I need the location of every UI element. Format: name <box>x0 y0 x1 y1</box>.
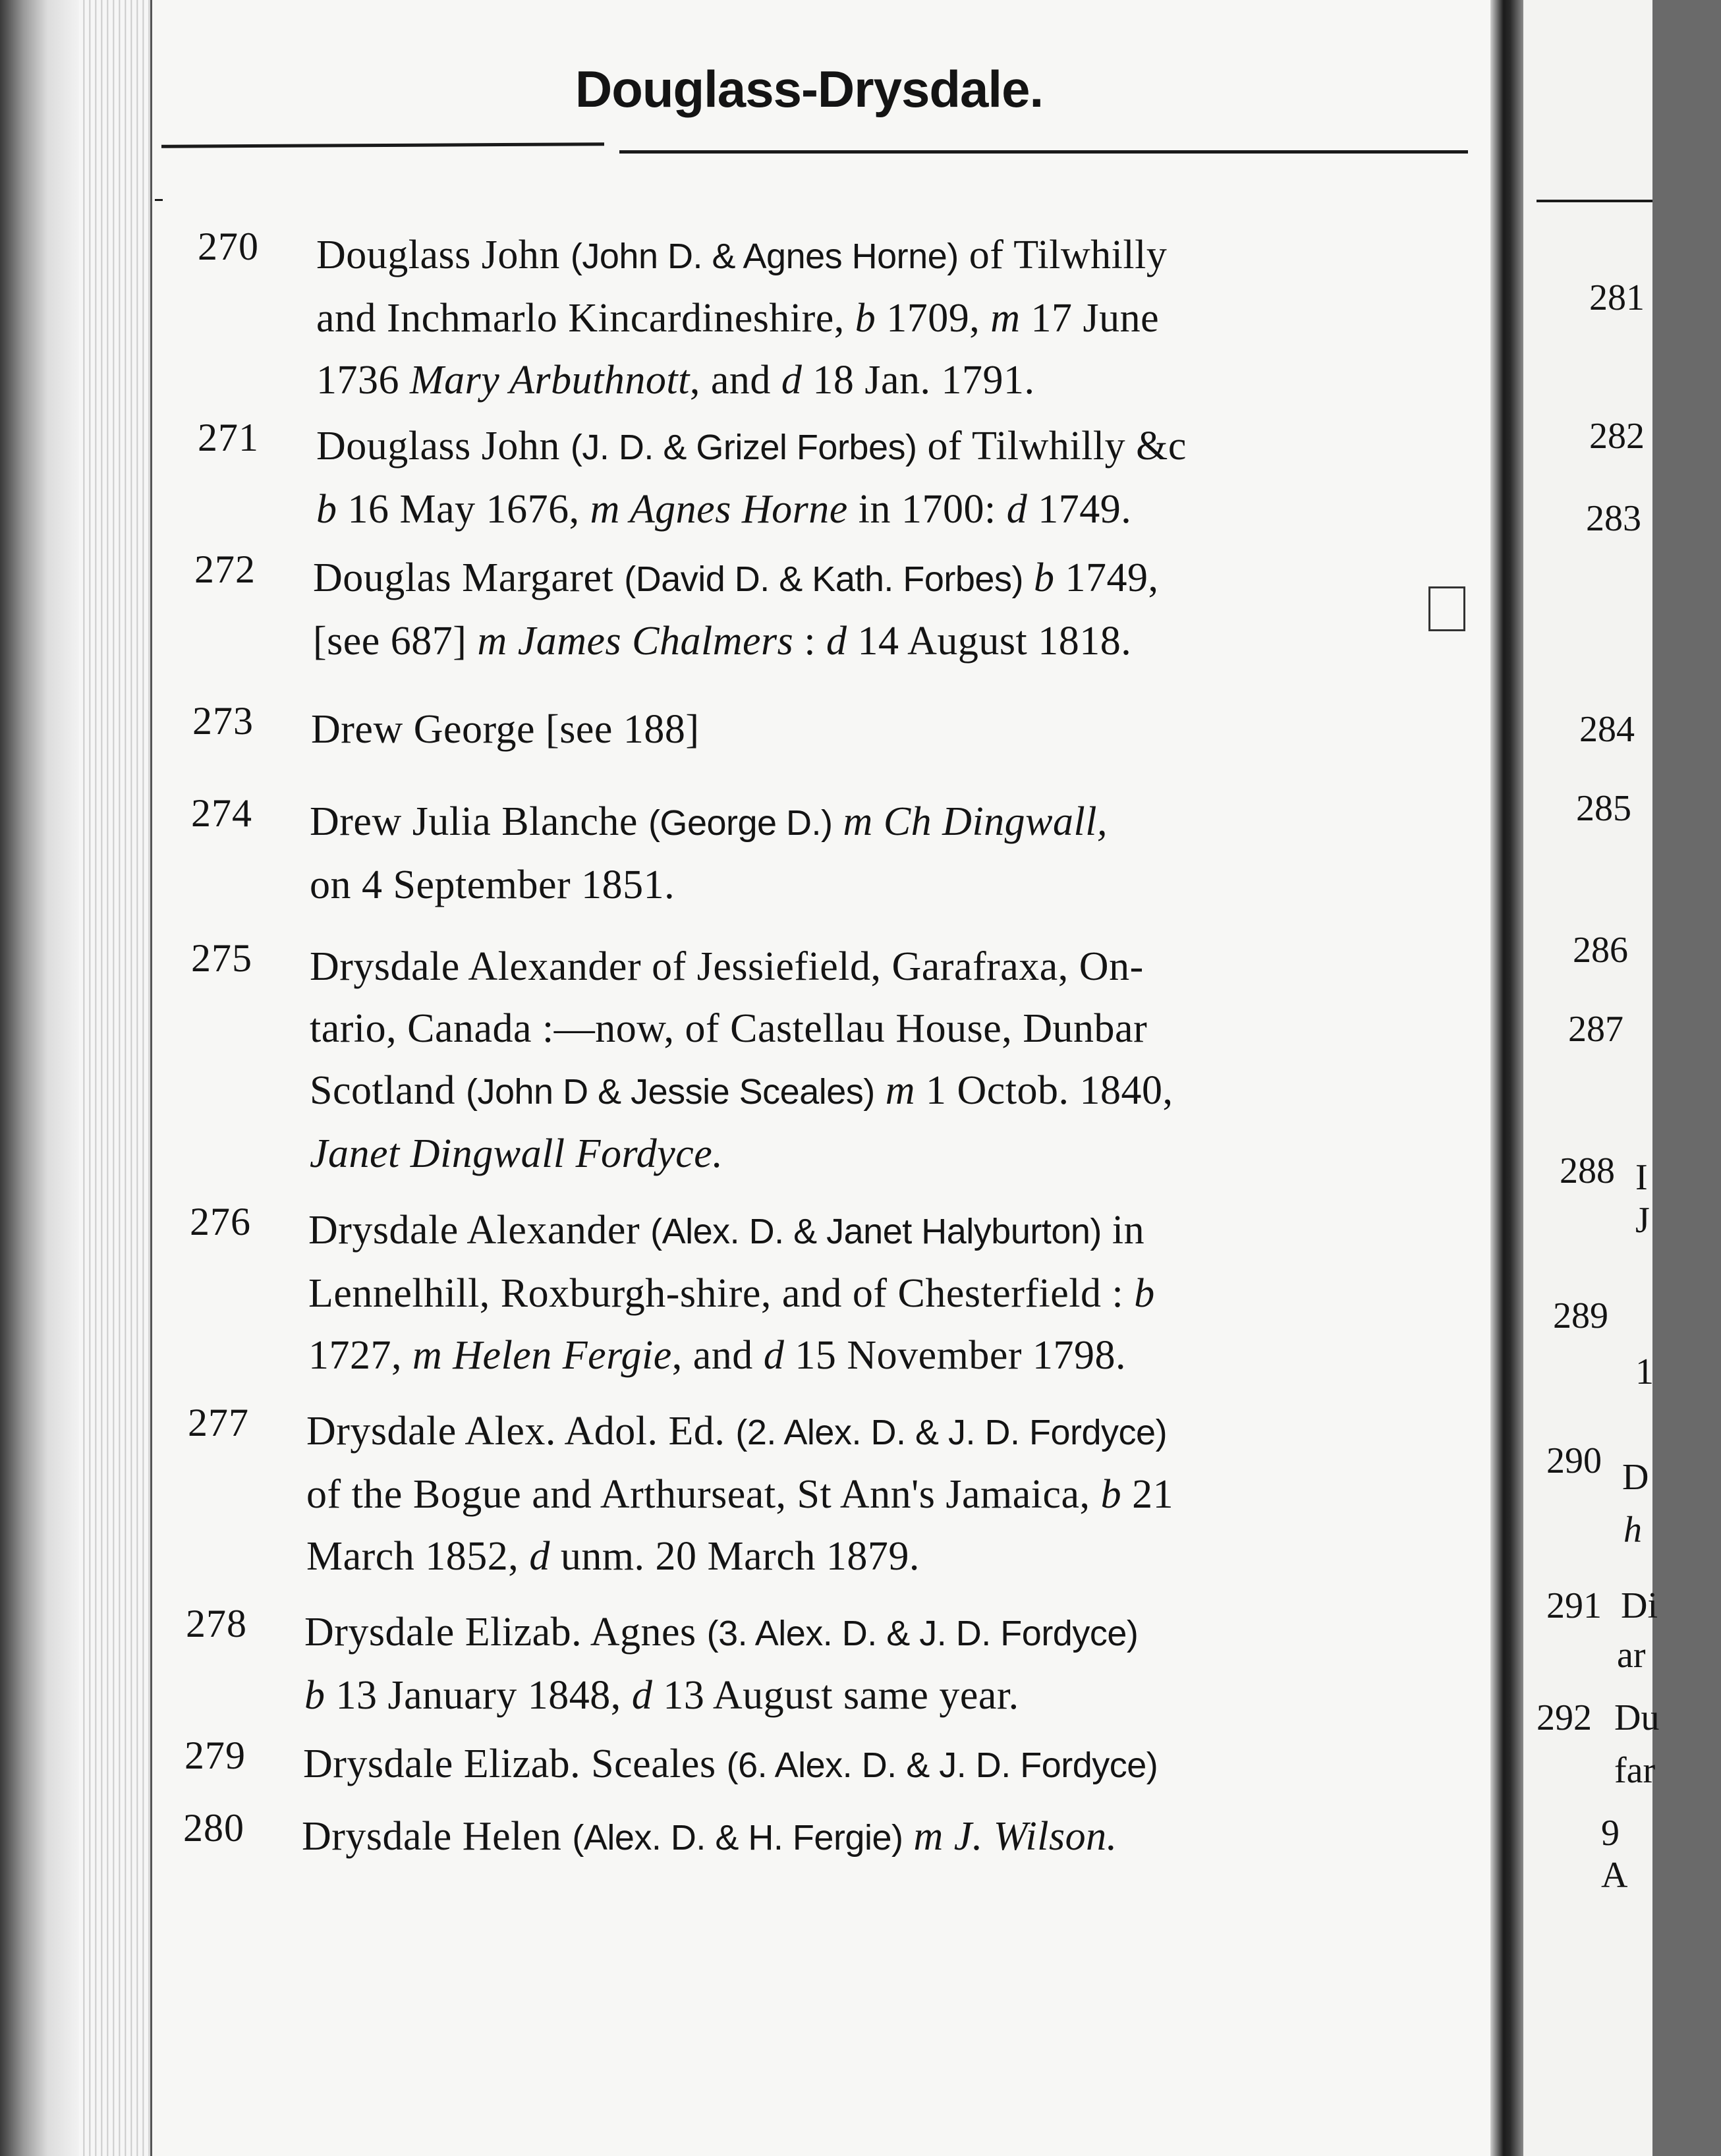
next-page-fragment-text: I <box>1635 1157 1648 1198</box>
next-page-rule <box>1537 200 1652 202</box>
next-page-number: 285 <box>1576 788 1631 829</box>
entry-277 <box>188 1400 1440 1587</box>
page-header: Douglass-Drysdale. <box>575 60 1044 118</box>
entry-text: Drysdale Elizab. Sceales (6. Alex. D. & J. D. Fordyce) <box>303 1742 1158 1786</box>
entry-279 <box>184 1733 1436 1796</box>
entry-text: Drysdale Alexander (Alex. D. & Janet Halyburton) in Lennelhill, Roxburgh-shire, and of Chesterfield : b 1727, m Helen Fergie, and d 15 November 1798. <box>308 1208 1155 1378</box>
entry-text: Douglass John (John D. & Agnes Horne) of Tilwhilly and Inchmarlo Kincardineshire, b 1709, m 17 June 1736 Mary Arbuthnott, and d 18 Jan. 1791. <box>316 233 1168 403</box>
next-page-number: 281 <box>1589 277 1645 318</box>
header-rule-right <box>619 150 1468 154</box>
entry-275 <box>191 936 1443 1185</box>
entry-number: 273 <box>192 699 254 743</box>
entry-text: Douglass John (J. D. & Grizel Forbes) of Tilwhilly &c b 16 May 1676, m Agnes Horne in 1700: d 1749. <box>316 424 1187 532</box>
next-page-fragment-text: 9 A <box>1601 1813 1628 1896</box>
entry-number: 279 <box>184 1734 246 1777</box>
book-gutter <box>1490 0 1523 2156</box>
next-page-number: 289 <box>1553 1295 1608 1336</box>
next-page-fragment-text: ar <box>1617 1635 1646 1676</box>
entry-number: 280 <box>183 1806 244 1850</box>
next-page-number: 282 <box>1589 416 1645 457</box>
next-page-fragment-text: 1 <box>1635 1351 1654 1392</box>
entry-text: Drysdale Alexander of Jessiefield, Garafraxa, On- tario, Canada :—now, of Castellau House, Dunbar Scotland (John D & Jessie Sceales) m 1 Octob. 1840, Janet Dingwall Fordyce. <box>310 944 1173 1176</box>
next-page-fragment-text: J <box>1635 1200 1650 1241</box>
next-page-number: 284 <box>1579 709 1635 750</box>
entry-text: Drysdale Helen (Alex. D. & H. Fergie) m J. Wilson. <box>302 1814 1117 1859</box>
next-page-number: 291 <box>1546 1585 1602 1626</box>
entry-number: 277 <box>188 1401 249 1444</box>
entry-273 <box>192 698 1444 760</box>
next-page-fragment-text: Di <box>1621 1585 1658 1626</box>
next-page-fragment-text: h <box>1623 1510 1642 1550</box>
next-page-fragment-text: Du <box>1614 1697 1660 1738</box>
entry-276 <box>190 1199 1442 1386</box>
entry-text: Douglas Margaret (David D. & Kath. Forbes) b 1749, [see 687] m James Chalmers : d 14 August 1818. <box>313 555 1159 664</box>
entry-text: Drew George [see 188] <box>311 707 700 752</box>
next-page-number: 286 <box>1573 930 1628 971</box>
next-page-number: 287 <box>1568 1009 1623 1050</box>
entry-number: 275 <box>191 936 252 980</box>
entry-text: Drew Julia Blanche (George D.) m Ch Dingwall, on 4 September 1851. <box>310 799 1108 907</box>
page-stack-edges <box>79 0 152 2156</box>
header-rule-tick <box>155 199 163 201</box>
next-page-fragment <box>1523 0 1660 2156</box>
next-page-fragment-text: D <box>1622 1457 1649 1498</box>
next-page-number: 288 <box>1560 1150 1615 1191</box>
entry-number: 274 <box>191 791 252 835</box>
scan-edge-left <box>0 0 79 2156</box>
entry-280 <box>183 1805 1435 1869</box>
entry-278 <box>186 1601 1438 1726</box>
entry-number: 271 <box>198 416 259 459</box>
next-page-fragment-text: far <box>1614 1750 1656 1791</box>
entry-271 <box>198 415 1450 540</box>
entry-number: 272 <box>194 548 256 591</box>
entry-number: 276 <box>190 1200 251 1243</box>
entry-text: Drysdale Elizab. Agnes (3. Alex. D. & J. D. Fordyce) b 13 January 1848, d 13 August same year. <box>304 1610 1139 1718</box>
entry-text: Drysdale Alex. Adol. Ed. (2. Alex. D. & J. D. Fordyce) of the Bogue and Arthurseat, St Ann's Jamaica, b 21 March 1852, d unm. 20 March 1879. <box>306 1409 1174 1579</box>
entry-number: 270 <box>198 225 259 268</box>
next-page-number: 283 <box>1586 498 1641 539</box>
next-page-number: 290 <box>1546 1440 1602 1481</box>
entry-274 <box>191 791 1443 916</box>
next-page-number: 292 <box>1537 1697 1592 1738</box>
entry-272 <box>194 547 1446 672</box>
entry-270 <box>198 224 1450 411</box>
entry-number: 278 <box>186 1602 247 1645</box>
